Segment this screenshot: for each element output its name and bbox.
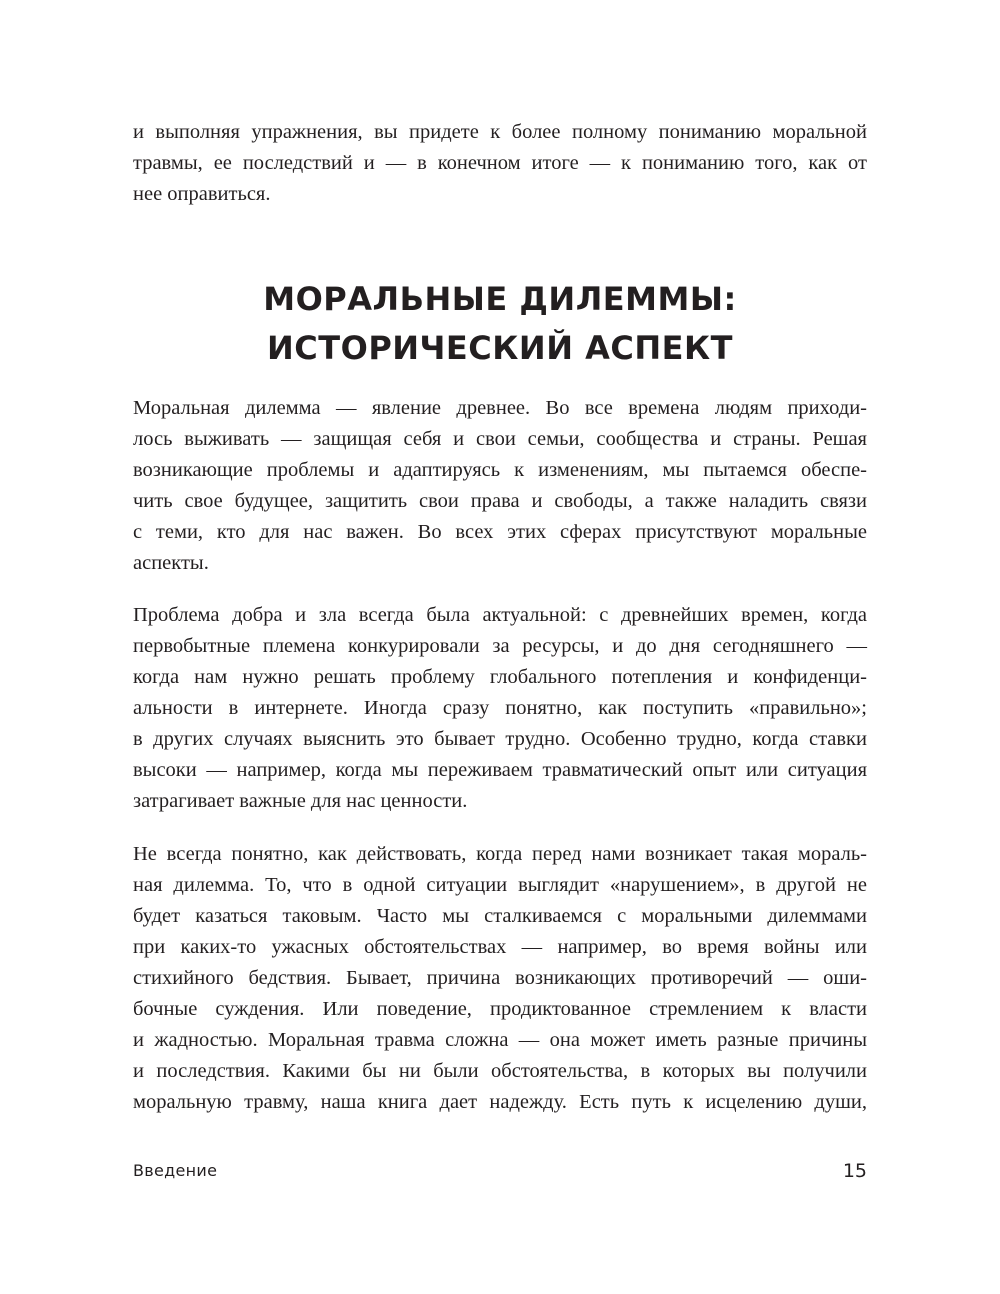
paragraph-2 xyxy=(133,600,867,817)
text-line: затрагивает важные для нас ценности. xyxy=(133,790,468,812)
section-heading xyxy=(133,275,867,373)
text-line: травмы, ее последствий и — в конечном итоге — к пониманию того, как от xyxy=(133,152,867,174)
text-line: аспекты. xyxy=(133,552,209,574)
text-line: и выполняя упражнения, вы придете к более полному пониманию моральной xyxy=(133,121,867,143)
paragraph-1 xyxy=(133,393,867,579)
text-line: в других случаях выяснить это бывает трудно. Особенно трудно, когда ставки xyxy=(133,728,867,750)
paragraph-3 xyxy=(133,839,867,1118)
text-line: при каких-то ужасных обстоятельствах — например, во время войны или xyxy=(133,936,867,958)
text-line: бочные суждения. Или поведение, продиктованное стремлением к власти xyxy=(133,998,867,1020)
text-line: будет казаться таковым. Часто мы сталкиваемся с моральными дилеммами xyxy=(133,905,867,927)
text-line: с теми, кто для нас важен. Во всех этих сферах присутствуют моральные xyxy=(133,521,867,543)
text-line: Моральная дилемма — явление древнее. Во все времена людям приходи- xyxy=(133,397,867,419)
intro-paragraph xyxy=(133,117,867,210)
text-line: альности в интернете. Иногда сразу понятно, как поступить «правильно»; xyxy=(133,697,867,719)
text-line: нее оправиться. xyxy=(133,183,271,205)
section-heading-line-2: ИСТОРИЧЕСКИЙ АСПЕКТ xyxy=(267,329,733,367)
text-line: Проблема добра и зла всегда была актуальной: с древнейших времен, когда xyxy=(133,604,867,626)
text-line: Не всегда понятно, как действовать, когда перед нами возникает такая мораль- xyxy=(133,843,867,865)
text-line: когда нам нужно решать проблему глобального потепления и конфиденци- xyxy=(133,666,867,688)
text-line: и жадностью. Моральная травма сложна — она может иметь разные причины xyxy=(133,1029,867,1051)
section-heading-line-1: МОРАЛЬНЫЕ ДИЛЕММЫ: xyxy=(263,280,737,318)
text-line: лось выживать — защищая себя и свои семьи, сообщества и страны. Решая xyxy=(133,428,867,450)
text-line: ная дилемма. То, что в одной ситуации выглядит «нарушением», в другой не xyxy=(133,874,867,896)
page-number: 15 xyxy=(842,1160,867,1182)
text-line: и последствия. Какими бы ни были обстоятельства, в которых вы получили xyxy=(133,1060,867,1082)
text-line: возникающие проблемы и адаптируясь к изменениям, мы пытаемся обеспе- xyxy=(133,459,867,481)
text-line: первобытные племена конкурировали за ресурсы, и до дня сегодняшнего — xyxy=(133,635,867,657)
text-line: чить свое будущее, защитить свои права и свободы, а также наладить связи xyxy=(133,490,867,512)
running-footer-section: Введение xyxy=(133,1161,218,1180)
text-line: стихийного бедствия. Бывает, причина возникающих противоречий — оши- xyxy=(133,967,867,989)
text-line: моральную травму, наша книга дает надежду. Есть путь к исцелению души, xyxy=(133,1091,867,1113)
text-line: высоки — например, когда мы переживаем травматический опыт или ситуация xyxy=(133,759,867,781)
